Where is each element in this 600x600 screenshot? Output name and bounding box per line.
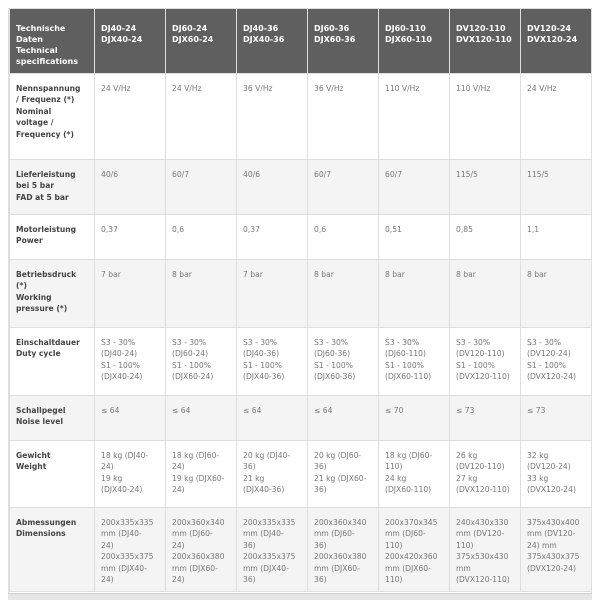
cell-value-line: 60/7 [385,170,403,179]
table-cell [450,260,521,328]
table-cell [308,215,379,260]
cell-value-line: S3 - 30% [314,338,349,347]
table-cell [450,74,521,160]
model-name: DVX120-110 [456,35,512,44]
row-label-line: Gewicht [16,451,51,460]
table-cell [450,328,521,396]
table-cell [237,508,308,592]
table-cell [95,328,166,396]
cell-value-line: 200x420x360 [385,552,438,562]
cell-value-line: 36) [243,575,256,585]
model-name: DJX40-24 [101,35,143,44]
model-header-cell [379,9,450,74]
table-cell [521,215,592,260]
cell-value-line: 19 kg (DJX60-24) [172,473,225,495]
table-row [10,328,592,396]
cell-value-line: (DJ40-36) [243,349,280,359]
cell-value-line: 200x360x380 [314,552,367,562]
cell-value-line: 36) [314,462,327,472]
cell-value-line: S3 - 30% [172,338,207,347]
cell-value-line: 0,6 [314,225,327,234]
cell-value-line: S3 - 30% [456,338,491,347]
model-header-cell [521,9,592,74]
table-cell [95,508,166,592]
cell-value-line: 36) [243,540,256,550]
model-name: DJ40-24 [101,24,137,33]
table-cell [379,441,450,508]
table-cell [379,74,450,160]
table-cell [95,215,166,260]
table-cell [379,508,450,592]
cell-value-line: 24 V/Hz [527,84,557,93]
cell-value-line: 0,6 [172,225,185,234]
cell-value-line: 0,51 [385,225,402,234]
model-header-cell [237,9,308,74]
cell-value-line: ≤ 73 [456,406,475,415]
cell-value-line: (DJX40-24) [101,372,143,382]
table-cell [166,396,237,441]
table-row [10,260,592,328]
table-cell [237,215,308,260]
table-cell [308,260,379,328]
header-corner-line: Technische [16,24,66,33]
cell-value-line: 21 kg (DJX60-36) [314,473,367,495]
cell-value-line: S1 - 100% [456,360,495,370]
row-label-line: FAD at 5 bar [16,192,69,202]
row-label-line: Betriebsdruck [16,270,77,279]
row-label-line: Lieferleistung [16,170,76,179]
model-name: DJ60-110 [385,24,426,33]
table-row [10,508,592,592]
cell-value-line: S1 - 100% [243,360,282,370]
table-cell [308,160,379,215]
table-cell [237,396,308,441]
table-cell [166,215,237,260]
cell-value-line: (DJX40-36) [243,372,285,382]
model-name: DJX60-24 [172,35,214,44]
cell-value-line: S3 - 30% [101,338,136,347]
table-cell [95,74,166,160]
cell-value-line: 0,37 [243,225,260,234]
model-name: DJX60-110 [385,35,432,44]
horizontal-scrollbar[interactable] [8,593,592,600]
cell-value-line: (DVX120-110) [456,575,510,585]
cell-value-line: S3 - 30% [385,338,420,347]
cell-value-line: 8 bar [527,270,547,279]
model-name: DVX120-24 [527,35,578,44]
cell-value-line: mm (DJX60- [172,563,218,573]
cell-value-line: 8 bar [385,270,405,279]
table-cell [237,328,308,396]
table-cell [521,74,592,160]
cell-value-line: 32 kg [527,451,549,460]
table-cell [166,260,237,328]
cell-value-line: (DJ60-110) [385,349,426,359]
cell-value-line: 36 V/Hz [243,84,273,93]
table-cell [166,160,237,215]
cell-value-line: 8 bar [314,270,334,279]
table-cell [95,441,166,508]
cell-value-line: 36) [314,575,327,585]
table-row [10,215,592,260]
cell-value-line: 200x335x375 [243,552,296,562]
cell-value-line: S3 - 30% [527,338,562,347]
cell-value-line: 18 kg (DJ60- [385,451,433,460]
cell-value-line: 110 V/Hz [385,84,420,93]
cell-value-line: S1 - 100% [385,360,424,370]
cell-value-line: 200x360x340 [172,518,225,527]
table-cell [521,160,592,215]
cell-value-line: mm (DJ60- [385,529,426,539]
header-corner-line: Daten [16,35,43,44]
table-cell [237,160,308,215]
cell-value-line: (DJX60-110) [385,372,432,382]
cell-value-line: 110) [385,462,403,472]
row-header-cell [10,328,95,396]
cell-value-line: 200x370x345 [385,518,438,527]
table-cell [166,328,237,396]
table-cell [450,441,521,508]
cell-value-line: 40/6 [243,170,261,179]
table-cell [521,396,592,441]
cell-value-line: 24 V/Hz [101,84,131,93]
cell-value-line: 24) [172,575,185,585]
table-cell [95,396,166,441]
table-body [10,74,592,592]
cell-value-line: mm [456,563,471,573]
cell-value-line: (DVX120-24) [527,372,576,382]
header-corner-cell [10,9,95,74]
table-cell [166,74,237,160]
cell-value-line: S1 - 100% [314,360,353,370]
row-label-line: Dimensions [16,529,66,539]
model-name: DV120-110 [456,24,506,33]
table-row [10,441,592,508]
cell-value-line: (DVX120-110) [456,372,510,382]
cell-value-line: (DV120-110) [456,462,505,472]
cell-value-line: 27 kg [456,473,478,483]
cell-value-line: 20 kg (DJ40- [243,451,291,460]
cell-value-line: 60/7 [172,170,190,179]
cell-value-line: 24) [101,540,114,550]
table-cell [450,508,521,592]
cell-value-line: 375x430x400 [527,518,580,527]
row-header-cell [10,508,95,592]
table-cell [450,215,521,260]
cell-value-line: 375x530x430 [456,552,509,562]
row-label-line: bei 5 bar [16,181,55,191]
row-label-line: pressure (*) [16,304,68,314]
model-name: DJX40-36 [243,35,285,44]
row-header-cell [10,215,95,260]
cell-value-line: 18 kg (DJ40- [101,451,149,460]
cell-value-line: 8 bar [172,270,192,279]
cell-value-line: 36) [243,462,256,472]
cell-value-line: S1 - 100% [527,360,566,370]
cell-value-line: (DJX60-110) [385,485,432,495]
cell-value-line: ≤ 64 [314,406,333,415]
cell-value-line: 375x430x375 [527,552,580,562]
cell-value-line: ≤ 70 [385,406,404,415]
table-cell [379,396,450,441]
technical-specifications-table [9,8,592,592]
header-corner-line: Technical [16,46,58,55]
row-label-line: Duty cycle [16,349,61,359]
row-label-line: Power [16,236,43,246]
cell-value-line: ≤ 64 [101,406,120,415]
cell-value-line: 240x430x330 [456,518,509,527]
table-cell [237,74,308,160]
cell-value-line: 24 kg [385,473,407,483]
cell-value-line: 110) [385,540,403,550]
cell-value-line: (DJ60-24) [172,349,209,359]
row-label-line: Einschaltdauer [16,338,80,347]
cell-value-line: 24) [172,540,185,550]
cell-value-line: 40/6 [101,170,119,179]
cell-value-line: mm (DJ60- [314,529,355,539]
cell-value-line: (DVX120-24) [527,563,576,573]
cell-value-line: ≤ 64 [243,406,262,415]
cell-value-line: 110) [456,540,474,550]
table-cell [95,260,166,328]
model-name: DJ60-24 [172,24,208,33]
row-header-cell [10,260,95,328]
cell-value-line: 200x335x335 [101,518,154,527]
cell-value-line: 115/5 [456,170,478,179]
row-label-line: Nennspannung [16,84,81,93]
table-cell [166,441,237,508]
cell-value-line: 24) mm [527,540,557,550]
table-cell [166,508,237,592]
row-label-line: Frequency (*) [16,129,75,139]
cell-value-line: 200x360x380 [172,552,225,562]
cell-value-line: (DV120-24) [527,462,571,472]
cell-value-line: 26 kg [456,451,478,460]
cell-value-line: (DJ40-24) [101,349,138,359]
cell-value-line: mm (DJ40- [101,529,142,539]
table-cell [308,328,379,396]
model-header-cell [166,9,237,74]
table-cell [308,441,379,508]
row-label-line: Weight [16,462,47,472]
cell-value-line: S1 - 100% [172,360,211,370]
cell-value-line: 110) [385,575,403,585]
cell-value-line: (DVX120-24) [527,485,576,495]
cell-value-line: mm (DV120- [527,529,576,539]
cell-value-line: 0,37 [101,225,118,234]
row-header-cell [10,396,95,441]
cell-value-line: (DJX60-24) [172,372,214,382]
table-cell [308,508,379,592]
cell-value-line: 0,85 [456,225,473,234]
cell-value-line: mm (DJ40- [243,529,284,539]
table-header-row [10,9,592,74]
cell-value-line: 36) [314,540,327,550]
table-cell [521,441,592,508]
cell-value-line: 7 bar [101,270,121,279]
cell-value-line: mm (DJX40- [101,563,147,573]
table-cell [237,260,308,328]
table-cell [308,74,379,160]
table-row [10,74,592,160]
cell-value-line: (DV120-110) [456,349,505,359]
row-label-line: Nominal [16,106,52,116]
table-cell [95,160,166,215]
table-cell [521,508,592,592]
cell-value-line: 110 V/Hz [456,84,491,93]
cell-value-line: ≤ 64 [172,406,191,415]
cell-value-line: (DJ60-36) [314,349,351,359]
table-row [10,396,592,441]
cell-value-line: mm (DJX60- [314,563,360,573]
table-cell [450,396,521,441]
table-cell [521,260,592,328]
cell-value-line: ≤ 73 [527,406,546,415]
model-header-cell [450,9,521,74]
table-cell [521,328,592,396]
header-corner-line: specifications [16,57,78,66]
model-name: DJ60-36 [314,24,350,33]
table-cell [379,160,450,215]
model-header-cell [95,9,166,74]
cell-value-line: 200x360x340 [314,518,367,527]
model-name: DJX60-36 [314,35,356,44]
row-label-line: Working [16,292,52,302]
cell-value-line: 115/5 [527,170,549,179]
cell-value-line: 20 kg (DJ60- [314,451,362,460]
cell-value-line: 24) [172,462,185,472]
table-row [10,160,592,215]
cell-value-line: 33 kg [527,473,549,483]
cell-value-line: 7 bar [243,270,263,279]
cell-value-line: 21 kg [243,473,265,483]
cell-value-line: S3 - 30% [243,338,278,347]
row-label-line: Noise level [16,417,63,427]
table-cell [379,215,450,260]
row-header-cell [10,441,95,508]
cell-value-line: mm (DJ60- [172,529,213,539]
table-cell [450,160,521,215]
row-label-line: Schallpegel [16,406,66,415]
row-label-line: Abmessungen [16,518,77,527]
model-name: DJ40-36 [243,24,279,33]
cell-value-line: (DV120-24) [527,349,571,359]
cell-value-line: 18 kg (DJ60- [172,451,220,460]
cell-value-line: 24) [101,462,114,472]
cell-value-line: 36 V/Hz [314,84,344,93]
row-label-line: voltage / [16,118,54,128]
cell-value-line: mm (DJX60- [385,563,431,573]
row-label-line: Motorleistung [16,225,77,234]
row-header-cell [10,74,95,160]
cell-value-line: 8 bar [456,270,476,279]
cell-value-line: 24) [101,575,114,585]
cell-value-line: 1,1 [527,225,540,234]
cell-value-line: 200x335x375 [101,552,154,562]
cell-value-line: 24 V/Hz [172,84,202,93]
spec-table-container [8,8,592,596]
table-cell [308,396,379,441]
table-cell [237,441,308,508]
cell-value-line: 200x335x335 [243,518,296,527]
cell-value-line: (DJX60-36) [314,372,356,382]
cell-value-line: mm (DJX40- [243,563,289,573]
row-header-cell [10,160,95,215]
model-name: DV120-24 [527,24,571,33]
cell-value-line: S1 - 100% [101,360,140,370]
cell-value-line: 60/7 [314,170,332,179]
cell-value-line: (DVX120-110) [456,485,510,495]
cell-value-line: mm (DV120- [456,529,505,539]
row-label-line: (*) [16,281,27,291]
cell-value-line: 19 kg [101,473,123,483]
table-cell [379,260,450,328]
model-header-cell [308,9,379,74]
cell-value-line: (DJX40-24) [101,485,143,495]
row-label-line: / Frequenz (*) [16,95,75,105]
table-cell [379,328,450,396]
cell-value-line: (DJX40-36) [243,485,285,495]
